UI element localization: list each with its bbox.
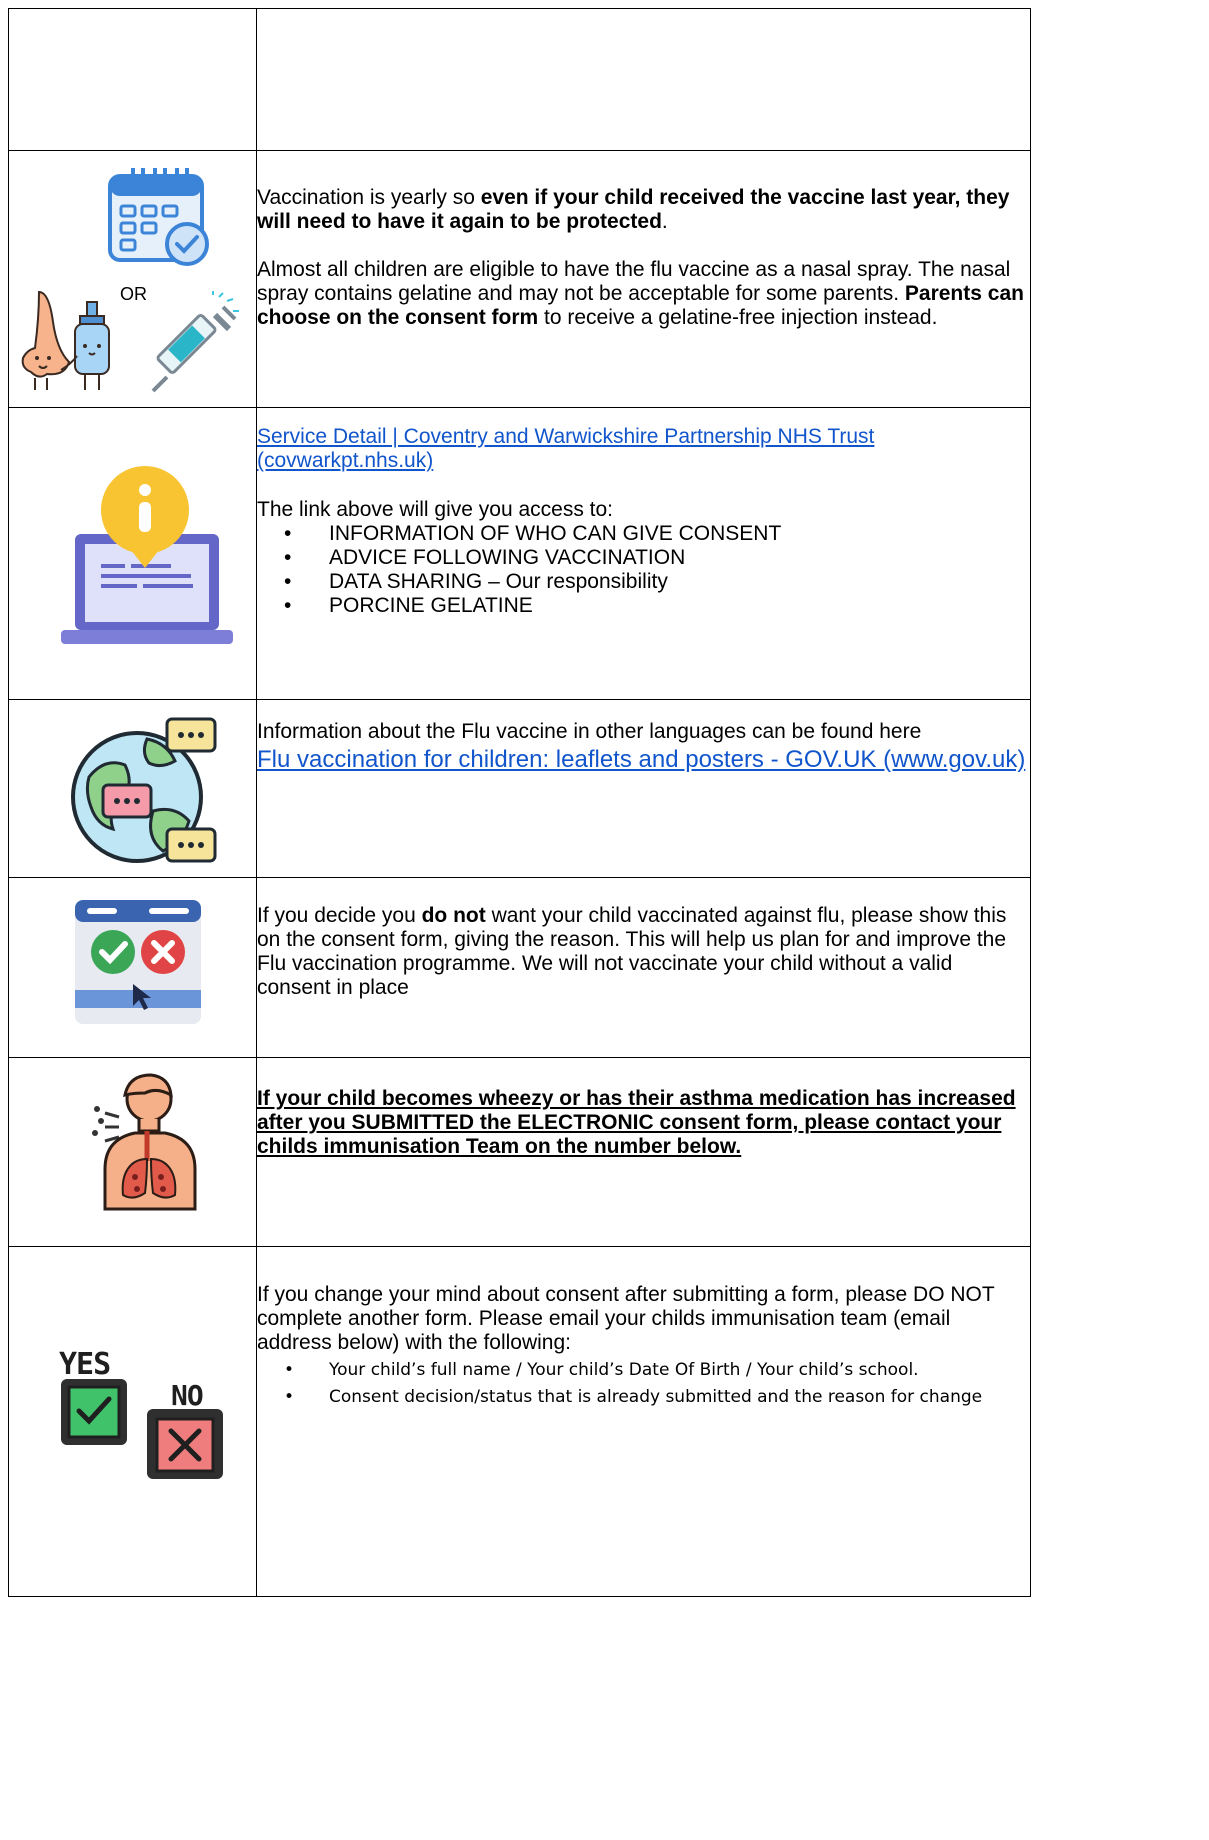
wheezy-text-cell (257, 1058, 1031, 1247)
list-item: • DATA SHARING – Our responsibility (329, 570, 1030, 594)
yes-label: YES (59, 1347, 111, 1382)
service-text-cell (257, 408, 1031, 700)
email-details-list (257, 1357, 1030, 1411)
list-item: • INFORMATION OF WHO CAN GIVE CONSENT (329, 522, 1030, 546)
do-not-paragraph: If you decide you do not want your child vaccinated against flu, please show this on the consent form, giving the reason. This will help us plan for and improve the Flu vaccination programme. We will not vaccinate your child without a valid consent in place (257, 904, 1007, 999)
change-mind-paragraph: If you change your mind about consent after submitting a form, please DO NOT complete another form. Please email your childs immunisation team (email address below) with the following: (257, 1283, 995, 1354)
syringe-icon (145, 291, 245, 396)
empty-text-cell (257, 9, 1031, 151)
access-list (257, 522, 1030, 618)
table-row (9, 9, 1031, 151)
list-item: • Your child’s full name / Your child’s Date Of Birth / Your child’s school. (329, 1357, 1030, 1384)
gov-uk-leaflets-link[interactable]: Flu vaccination for children: leaflets and posters - GOV.UK (www.gov.uk) (257, 746, 1026, 773)
table-row (9, 1247, 1031, 1597)
lungs-cough-icon (91, 1071, 201, 1211)
info-table (8, 8, 1031, 1597)
choice-icon-cell (9, 878, 257, 1058)
service-detail-link[interactable]: Service Detail | Coventry and Warwickshire Partnership NHS Trust (covwarkpt.nhs.uk) (257, 425, 875, 472)
languages-text-cell (257, 700, 1031, 878)
table-row (9, 878, 1031, 1058)
accept-reject-window-icon (73, 898, 203, 1028)
change-mind-text-cell (257, 1247, 1031, 1597)
vaccine-icon-cell (9, 151, 257, 408)
calendar-check-icon (105, 162, 215, 272)
asthma-icon-cell (9, 1058, 257, 1247)
nose-spray-icon (17, 286, 122, 396)
globe-chat-icon (69, 707, 219, 873)
yearly-paragraph: Vaccination is yearly so even if your child received the vaccine last year, they will need to have it again to be protected. (257, 186, 1010, 233)
table-row (9, 151, 1031, 408)
languages-icon-cell (9, 700, 257, 878)
table-row (9, 700, 1031, 878)
empty-icon-cell (9, 9, 257, 151)
table-row (9, 408, 1031, 700)
access-intro: The link above will give you access to: (257, 498, 614, 521)
vaccine-text-cell (257, 151, 1031, 408)
table-row (9, 1058, 1031, 1247)
yes-no-icon-cell (9, 1247, 257, 1597)
laptop-info-icon (61, 462, 233, 652)
info-icon-cell (9, 408, 257, 700)
wheezy-warning: If your child becomes wheezy or has their asthma medication has increased after you SUBMITTED the ELECTRONIC consent form, please contact your childs immunisation Team on the number below. (257, 1087, 1016, 1158)
languages-paragraph: Information about the Flu vaccine in other languages can be found here (257, 720, 922, 743)
list-item: • Consent decision/status that is already submitted and the reason for change (329, 1384, 1030, 1411)
no-label: NO (171, 1379, 203, 1412)
do-not-text-cell (257, 878, 1031, 1058)
list-item: • PORCINE GELATINE (329, 594, 1030, 618)
list-item: • ADVICE FOLLOWING VACCINATION (329, 546, 1030, 570)
or-label: OR (120, 284, 147, 304)
nasal-spray-paragraph: Almost all children are eligible to have the flu vaccine as a nasal spray. The nasal spray contains gelatine and may not be acceptable for some parents. Parents can choose on the consent form to receive a gelatine-free injection instead. (257, 258, 1024, 329)
